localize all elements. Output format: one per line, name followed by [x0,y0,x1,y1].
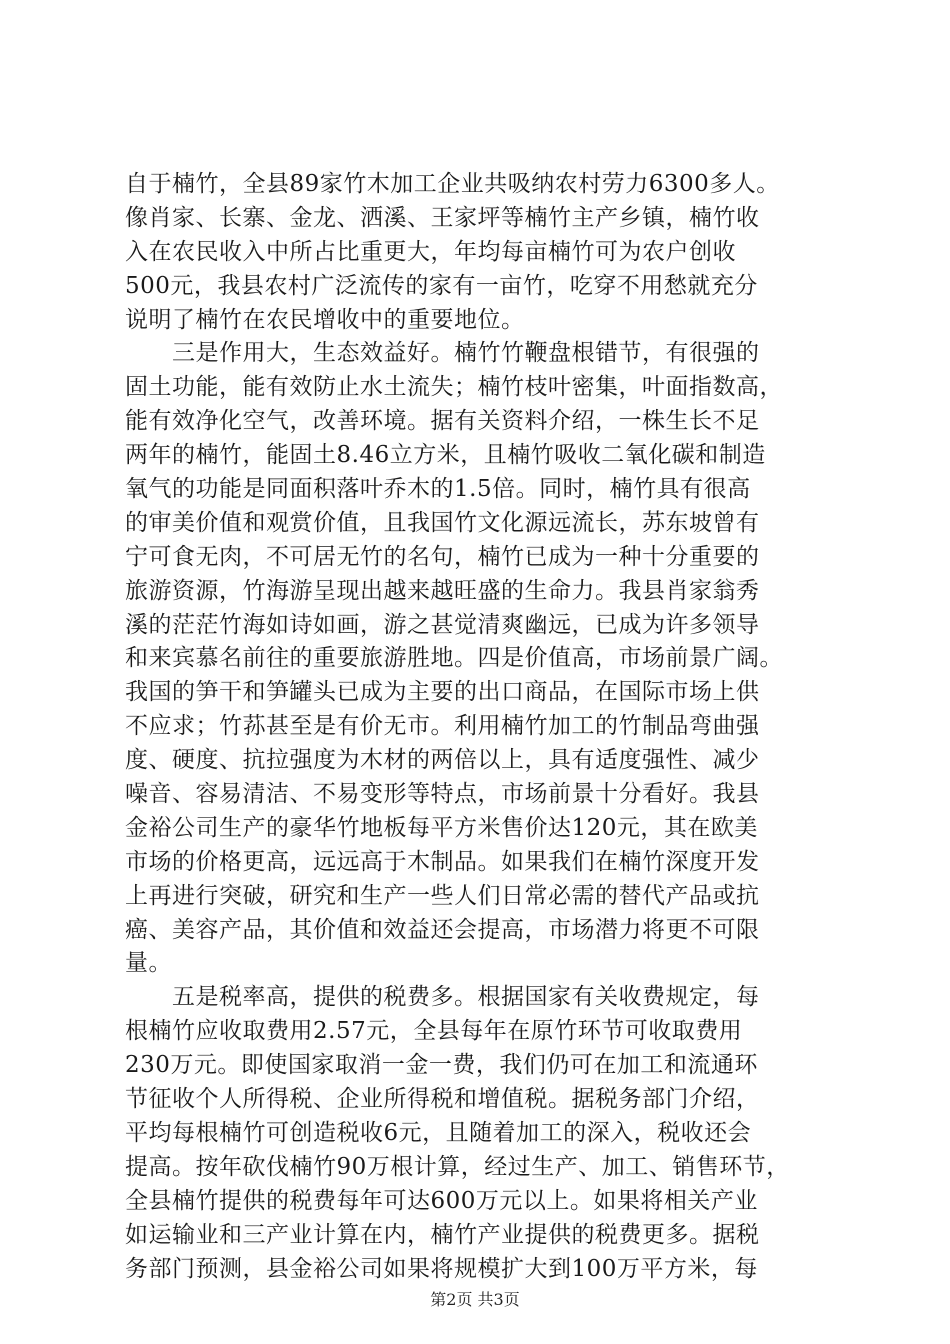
text-line: 的审美价值和观赏价值，且我国竹文化源远流长，苏东坡曾有 [125,509,760,536]
text-line: 噪音、容易清洁、不易变形等特点，市场前景十分看好。我县 [125,781,760,808]
text-line: 我国的笋干和笋罐头已成为主要的出口商品，在国际市场上供 [125,679,760,706]
text-line: 入在农民收入中所占比重更大，年均每亩楠竹可为农户创收 [125,238,736,265]
text-line: 上再进行突破，研究和生产一些人们日常必需的替代产品或抗 [125,882,760,909]
text-line: 平均每根楠竹可创造税收6元，且随着加工的深入，税收还会 [125,1119,752,1146]
text-line: 宁可食无肉，不可居无竹的名句，楠竹已成为一种十分重要的 [125,543,760,570]
text-line: 务部门预测，县金裕公司如果将规模扩大到100万平方米，每 [125,1255,758,1282]
text-line: 全县楠竹提供的税费每年可达600万元以上。如果将相关产业 [125,1187,758,1214]
text-line: 氧气的功能是同面积落叶乔木的1.5倍。同时，楠竹具有很高 [125,476,751,503]
text-line: 癌、美容产品，其价值和效益还会提高，市场潜力将更不可限 [125,916,760,943]
text-line: 旅游资源，竹海游呈现出越来越旺盛的生命力。我县肖家翁秀 [125,577,760,604]
text-line: 量。 [125,950,172,977]
text-line: 像肖家、长寨、金龙、洒溪、王家坪等楠竹主产乡镇，楠竹收 [125,204,760,231]
text-line: 度、硬度、抗拉强度为木材的两倍以上，具有适度强性、减少 [125,747,760,774]
text-line: 230万元。即使国家取消一金一费，我们仍可在加工和流通环 [125,1052,758,1079]
text-line: 能有效净化空气，改善环境。据有关资料介绍，一株生长不足 [125,408,760,435]
text-line: 金裕公司生产的豪华竹地板每平方米售价达120元，其在欧美 [125,814,758,841]
text-line: 溪的茫茫竹海如诗如画，游之甚觉清爽幽远，已成为许多领导 [125,611,760,638]
text-line: 根楠竹应收取费用2.57元，全县每年在原竹环节可收取费用 [125,1018,743,1045]
text-line: 五是税率高，提供的税费多。根据国家有关收费规定，每 [125,984,760,1011]
text-line: 节征收个人所得税、企业所得税和增值税。据税务部门介绍， [125,1086,760,1113]
text-line: 提高。按年砍伐楠竹90万根计算，经过生产、加工、销售环节， [125,1153,790,1180]
text-line: 500元，我县农村广泛流传的家有一亩竹，吃穿不用愁就充分 [125,272,758,299]
text-line: 说明了楠竹在农民增收中的重要地位。 [125,306,525,333]
text-line: 和来宾慕名前往的重要旅游胜地。四是价值高，市场前景广阔。 [125,645,783,672]
page-footer: 第2页 共3页 [430,1290,520,1309]
text-line: 如运输业和三产业计算在内，楠竹产业提供的税费更多。据税 [125,1221,760,1248]
text-line: 不应求；竹荪甚至是有价无市。利用楠竹加工的竹制品弯曲强 [125,713,760,740]
text-line: 固土功能，能有效防止水土流失；楠竹枝叶密集，叶面指数高， [125,374,783,401]
text-line: 两年的楠竹，能固土8.46立方米，且楠竹吸收二氧化碳和制造 [125,442,766,469]
text-line: 市场的价格更高，远远高于木制品。如果我们在楠竹深度开发 [125,848,760,875]
text-line: 自于楠竹，全县89家竹木加工企业共吸纳农村劳力6300多人。 [125,171,780,197]
text-line: 三是作用大，生态效益好。楠竹竹鞭盘根错节，有很强的 [125,340,760,367]
body-text [125,168,833,1286]
